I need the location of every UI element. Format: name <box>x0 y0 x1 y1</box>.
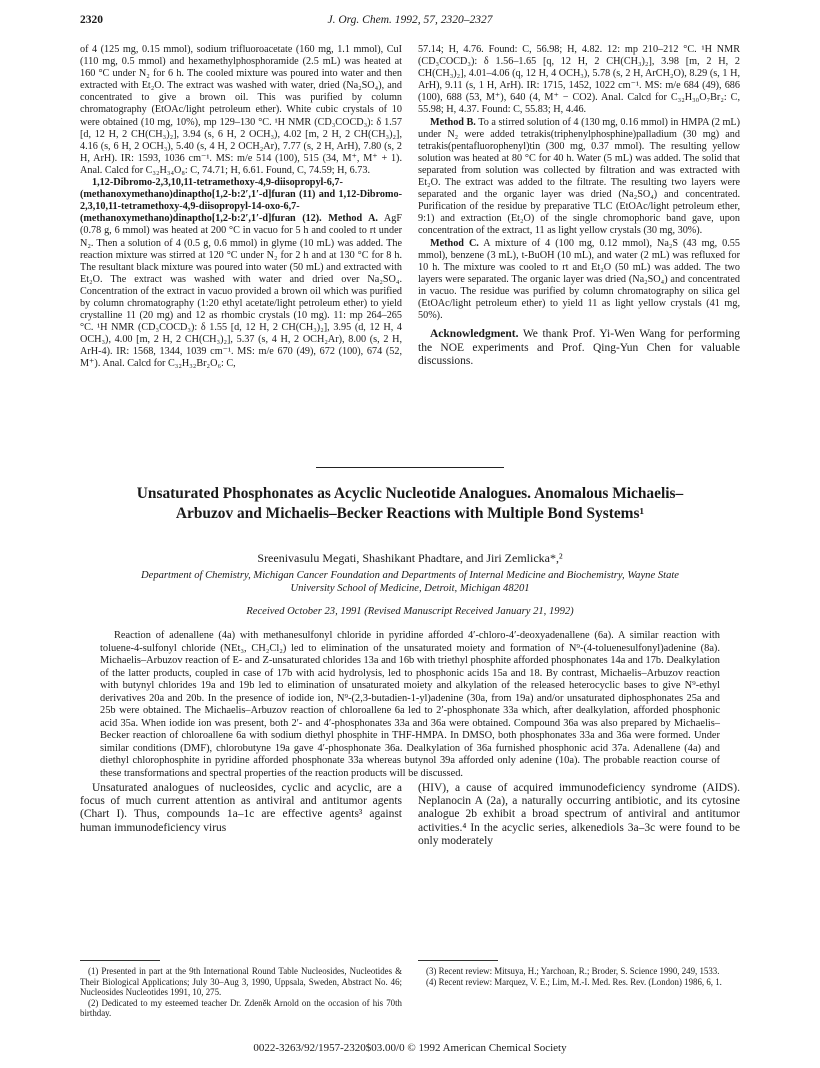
introduction-text: (HIV), a cause of acquired immunodeficiency syndrome (AIDS). Neplanocin A (2a), a naturally occurring antibiotic, and its cytosine analogue 2b exhibit a broad spectrum of antiviral and antitumor activities.⁴ In the acyclic series, alkenediols 3a–3c were found to be only moderately <box>418 782 740 847</box>
compound-heading: 1,12-Dibromo-2,3,10,11-tetramethoxy-4,9-diisopropyl-6,7-(methanoxymethano)dinaptho[1,2-b:2′,1′-d]furan (11) and 1,12-Dibromo-2,3,10,11-tetramethoxy-4,9-diisopropyl-14-oxo-6,7-(methanoxymethano)dinaptho[1,2-b:2′,1′-d]furan (12). <box>80 177 402 225</box>
footnote: (4) Recent review: Marquez, V. E.; Lim, M.-I. Med. Res. Rev. (London) 1986, 6, 1. <box>426 976 722 987</box>
method-c-paragraph <box>418 238 740 323</box>
experimental-paragraph: 57.14; H, 4.76. Found: C, 56.98; H, 4.82. 12: mp 210–212 °C. ¹H NMR (CD₃COCD₃): δ 1.56–1.65 [q, 12 H, 2 CH(CH₃)₂], 3.98 [m, 2 H, 2 CH(CH₃)₂], 4.01–4.06 (q, 12 H, 4 OCH₃), 5.78 (s, 2 H, ArCH₂O), 8.29 (s, 1 H, ArH), 9.11 (s, 1 H, ArH). IR: 1715, 1452, 1022 cm⁻¹. MS: m/e 684 (49), 686 (100), 688 (53, M⁺), 640 (4, M⁺ − CO2). Anal. Calcd for C₃₂H₃₀O₇Br₂: C, 55.98; H, 4.37. Found: C, 55.83; H, 4.46. <box>418 44 740 116</box>
method-b-paragraph <box>418 117 740 238</box>
experimental-left-column <box>80 44 402 371</box>
received-date: Received October 23, 1991 (Revised Manuscript Received January 21, 1992) <box>246 606 574 617</box>
method-c-text: A mixture of 4 (100 mg, 0.12 mmol), Na₂S (43 mg, 0.55 mmol), benzene (3 mL), t-BuOH (10 mL), and water (2 mL) was refluxed for 10 h. The mixture was cooled to rt and Et₂O (50 mL) was added. The two layers were separated. The organic layer was dried (Na₂SO₄) and concentrated in vacuo. The residue was purified by column chromatography on silica gel (EtOAc/light petroleum ether) to yield 11 as light yellow crystals (41 mg, 50%). <box>418 237 740 322</box>
abstract <box>100 630 720 781</box>
introduction-left-column <box>80 782 402 835</box>
footnotes-left <box>80 966 402 1019</box>
method-b-label: Method B. <box>430 116 476 128</box>
article-authors: Sreenivasulu Megati, Shashikant Phadtare, and Jiri Zemlicka*,² <box>257 551 563 565</box>
abstract-text: Reaction of adenallene (4a) with methanesulfonyl chloride in pyridine afforded 4′-chloro-4′-deoxyadenallene (6a). A similar reaction with toluene-4-sulfonyl chloride (NEt₃, CH₂Cl₂) led to elimination of the unsaturated moiety and formation of N⁹-(4-toluenesulfonyl)adenine (8a). Michaelis–Arbuzov reaction of E- and Z-unsaturated chlorides 13a and 16b with triethyl phosphite afforded phosphonates 14a and 17b. Dealkylation of the latter products, coupled in case of 17b with acid hydrolysis, led to phosphonic acids 15a and 18. By contrast, Michaelis–Arbuzov reaction with butynyl chlorides 19a and 19b led to elimination of unsaturated moiety and alkylation of the released heterocyclic bases to give N⁹-ethyl derivatives 20a and 20b. In the presence of iodide ion, N⁹-(2,3-butadien-1-yl)adenine (30a, from 19a) and/or unsaturated diphosphonates 25a and 25b were obtained. The Michaelis–Arbuzov reaction of chloroallene 6a led to 2′-phosphonate 33a which, after dealkylation, afforded phosphonic acid 35a. When iodide ion was present, both 2′- and 4′-phosphonates 33a and 36a were obtained. Compound 36a was also prepared by Michaelis–Becker reaction of chloroallene 6a with sodium diethyl phosphite in THF-HMPA. In DMSO, both phosphonates 33a and 36a were formed. Under similar conditions (DMF), chlorobutyne 19a gave 4′-phosphonate 36a. Dealkylation of 36a furnished phosphonic acid 37a. Adenallene (4a) and diethyl chlorophosphite in pyridine afforded phosphonate 33a whereas butynol 39a afforded only adenine (10a). The probable reaction course of these transformations and spectral properties of the reaction products will be discussed. <box>100 630 720 780</box>
acknowledgment <box>418 328 740 368</box>
footnotes-right <box>418 966 740 987</box>
page-header <box>80 14 740 30</box>
compound-heading-paragraph <box>80 177 402 371</box>
footnote-rule-left <box>80 960 160 961</box>
experimental-paragraph: of 4 (125 mg, 0.15 mmol), sodium trifluoroacetate (160 mg, 1.1 mmol), CuI (110 mg, 0.5 mmol) and hexamethylphosphoramide (2.5 mL) was heated at 160 °C under N₂ for 6 h. The cooled mixture was poured into water and then extracted with Et₂O. The extract was washed with water, dried (Na₂SO₄), and concentrated to give a brown oil. This was purified by column chromatography (EtOAc/light petroleum ether). White cubic crystals of 10 were obtained (10 mg, 10%), mp 129–130 °C. ¹H NMR (CD₃COCD₃): δ 1.57 [d, 12 H, 2 CH(CH₃)₂], 3.94 (s, 6 H, 2 OCH₃), 4.02 [m, 2 H, 2 CH(CH₃)₂], 4.16 (s, 6 H, 2 OCH₃), 5.40 (s, 4 H, 2 OCH₂Ar), 7.77 (s, 2 H, ArH), 7.80 (s, 2 H, ArH). IR: 1593, 1036 cm⁻¹. MS: m/e 514 (100), 515 (34, M⁺, M⁺ + 1). Anal. Calcd for C₃₂H₃₄O₈: C, 74.71; H, 6.61. Found, C, 74.59; H, 6.73. <box>80 44 402 176</box>
article-title: Unsaturated Phosphonates as Acyclic Nucleotide Analogues. Anomalous Michaelis–Arbuzov and Michaelis–Becker Reactions with Multiple Bond Systems¹ <box>136 485 684 522</box>
section-divider <box>316 467 504 468</box>
footnote-rule-right <box>418 960 498 961</box>
method-a-text: AgF (0.78 g, 6 mmol) was heated at 200 °C in vacuo for 5 h and cooled to rt under N₂. Then a solution of 4 (0.5 g, 0.6 mmol) in glyme (10 mL) was added. The reaction mixture was stirred at 120 °C under N₂ for 2 h and at 130 °C for 8 h. The resultant black mixture was poured into water (50 mL) and extracted with Et₂O. The extract was washed with water and dried over Na₂SO₄. Concentration of the extract in vacuo provided a brown oil which was purified by column chromatography (1:20 ethyl acetate/light petroleum ether) to yield crystalline 11 (20 mg) and 12 as rhombic crystals (10 mg). 11: mp 264–265 °C. ¹H NMR (CD₃COCD₃): δ 1.55 [d, 12 H, 2 CH(CH₃)₂], 3.95 (d, 12 H, 4 OCH₃), 4.00 [m, 2 H, 2 CH(CH₃)₂], 5.37 (s, 4 H, 2 OCH₂Ar), 8.00 (s, 2 H, ArH-4). IR: 1568, 1344, 1039 cm⁻¹. MS: m/e 670 (49), 672 (100), 674 (52, M⁺). Anal. Calcd for C₃₂H₃₂Br₂O₆: C, <box>80 213 403 370</box>
article-affiliation: Department of Chemistry, Michigan Cancer Foundation and Departments of Internal Medicine and Biochemistry, Wayne State University School of Medicine, Detroit, Michigan 48201 <box>140 570 680 594</box>
method-b-text: To a stirred solution of 4 (130 mg, 0.16 mmol) in HMPA (2 mL) under N₂ were added tetrakis(triphenylphosphine)palladium (30 mg) and tetrakis(pentafluorophenyl)tin (300 mg, 0.37 mmol). The resulting yellow solution was heated at 80 °C for 40 h. Water (5 mL) was added. The solid that separated from solution was collected by filtration and was extracted with Et₂O. The extract was added to the filtrate. The resulting two layers were separated and the organic layer was dried (Na₂SO₄) and concentrated. Purification of the residue by preparative TLC (EtOAc/light petroleum ether, 9:1) and extraction (Et₂O) of the single chromophoric band gave, upon concentration of the extract, 11 as light yellow crystals (30 mg, 30%). <box>418 116 741 237</box>
footnote: (1) Presented in part at the 9th International Round Table Nucleosides, Nucleotides & Their Biological Applications; July 30–Aug 3, 1990, Uppsala, Sweden, Abstract No. 46; Nucleosides Nucleotides 1991, 10, 275. <box>80 966 402 998</box>
introduction-right-column <box>418 782 740 848</box>
acknowledgment-label: Acknowledgment. <box>430 328 519 341</box>
method-c-label: Method C. <box>430 237 479 249</box>
acknowledgment-text: We thank Prof. Yi-Wen Wang for performing the NOE experiments and Prof. Qing-Yun Chen for valuable discussions. <box>418 328 741 367</box>
experimental-right-column <box>418 44 740 368</box>
footnote: (2) Dedicated to my esteemed teacher Dr. Zdeněk Arnold on the occasion of his 70th birthday. <box>80 997 402 1019</box>
page-footer: 0022-3263/92/1957-2320$03.00/0 © 1992 American Chemical Society <box>253 1042 567 1054</box>
introduction-text: Unsaturated analogues of nucleosides, cyclic and acyclic, are a focus of much current attention as antiviral and antitumor agents (Chart I). Thus, compounds 1a–1c are effective agents³ against human immunodeficiency virus <box>80 782 402 834</box>
footnote: (3) Recent review: Mitsuya, H.; Yarchoan, R.; Broder, S. Science 1990, 249, 1533. <box>426 966 720 976</box>
page-number: 2320 <box>80 14 103 26</box>
method-a-label: Method A. <box>328 213 378 225</box>
running-title: J. Org. Chem. 1992, 57, 2320–2327 <box>327 14 493 26</box>
